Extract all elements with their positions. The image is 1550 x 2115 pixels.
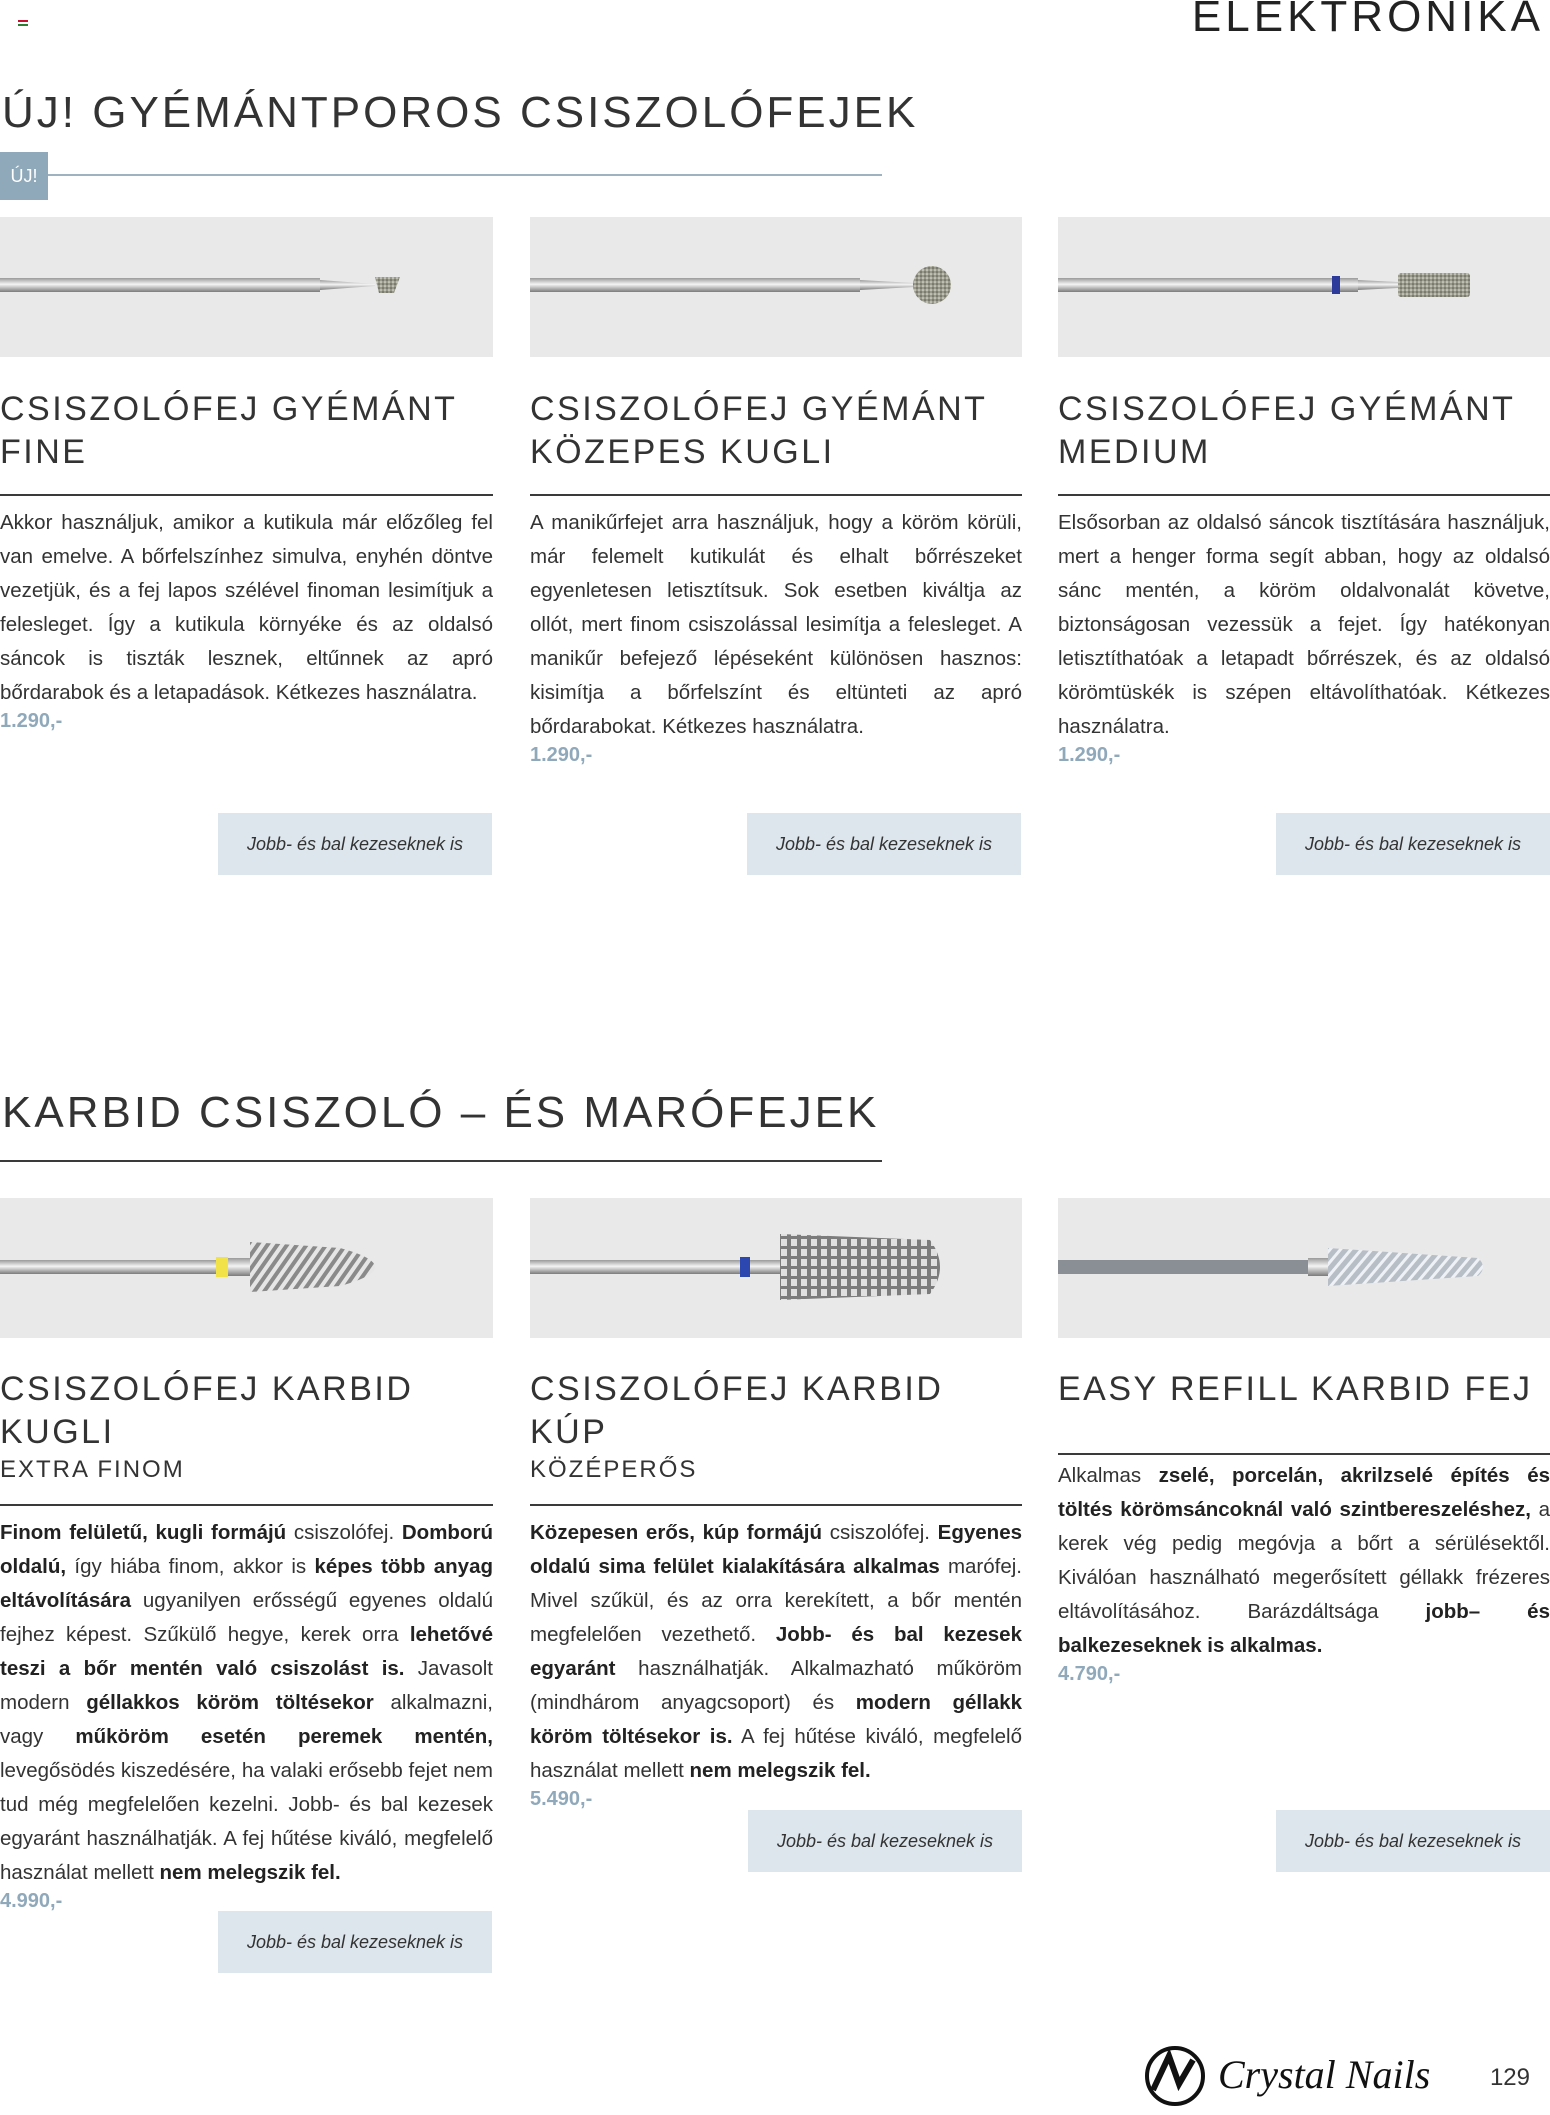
product-description: Finom felületű, kugli formájú csiszolófej. Domború oldalú, így hiába finom, akkor is képes több anyag eltávolítására ugyanilyen erősségű egyenes oldalú fejhez képest. Szűkülő hegye, kerek orra lehetővé teszi a bőr mentén való csiszolást is. Javasolt modern géllakkos köröm töltésekor alkalmazni, vagy műköröm esetén peremek mentén, levegősödés kiszedésére, ha valaki erősebb fejet nem tud még megfelelően kezelni. Jobb- és bal kezesek egyaránt használhatják. A fej hűtése kiváló, megfelelő használat mellett nem melegszik fel. xyxy=(0,1521,493,1884)
product-description: A manikűrfejet arra használjuk, hogy a köröm körüli, már felemelt kutikulát és elhalt bőrrészeket egyenletesen letisztítsuk. Sok esetben kiváltja az ollót, mert finom csiszolással lesimítja a felesleget. A manikűr befejező lépéseként különösen hasznos: kisimítja a bőrfelszínt és eltünteti az apró bőrdarabokat. Kétkezes használatra. xyxy=(530,511,1022,738)
section-title-carbide: KARBID CSISZOLÓ – ÉS MARÓFEJEK xyxy=(2,1088,880,1137)
section-divider xyxy=(0,1160,882,1162)
product-image-fine xyxy=(0,217,493,357)
product-card xyxy=(0,388,493,733)
product-image-medium xyxy=(1058,217,1550,357)
product-description: Elsősorban az oldalsó sáncok tisztítására használjuk, mert a henger forma segít abban, hogy az oldalsó sánc mentén, a köröm oldalvonalát követve, biztonságosan vezessük a fejet. Így hatékonyan letisztíthatóak a letapadt bőrrészek, és az oldalsó körömtüskék is szépen eltávolíthatóak. Kétkezes használatra. xyxy=(1058,511,1550,738)
new-badge: ÚJ! xyxy=(0,152,48,200)
product-price: 4.790,- xyxy=(1058,1663,1121,1685)
product-card xyxy=(530,388,1022,767)
product-title: CSISZOLÓFEJ KARBID KÚP xyxy=(530,1370,944,1451)
product-image-easy-refill xyxy=(1058,1198,1550,1338)
product-description: Alkalmas zselé, porcelán, akrilzselé építés és töltés körömsáncoknál való szintbereszeléshez, a kerek vég pedig megóvja a bőrt a sérülésektől. Kiválóan használható megerősített géllakk frézeres eltávolításához. Barázdáltsága jobb– és balkezeseknek is alkalmas. xyxy=(1058,1464,1550,1657)
hand-label: Jobb- és bal kezeseknek is xyxy=(218,813,492,875)
product-price: 5.490,- xyxy=(530,1788,593,1810)
product-separator xyxy=(530,1504,1022,1506)
product-price: 1.290,- xyxy=(0,710,63,732)
product-title: CSISZOLÓFEJ GYÉMÁNT MEDIUM xyxy=(1058,390,1516,471)
product-title: CSISZOLÓFEJ GYÉMÁNT FINE xyxy=(0,390,458,471)
product-subtitle: EXTRA FINOM xyxy=(0,1456,185,1483)
flag-icon xyxy=(18,20,28,26)
product-image-karbid-kup xyxy=(530,1198,1022,1338)
hand-label: Jobb- és bal kezeseknek is xyxy=(218,1911,492,1973)
product-description: Akkor használjuk, amikor a kutikula már előzőleg fel van emelve. A bőrfelszínhez simulva, enyhén döntve vezetjük, és a fej lapos szélével finoman lesimítjuk a felesleget. Így a kutikula környéke és az oldalsó sáncok is tiszták lesznek, eltűnnek az apró bőrdarabok és a letapadások. Kétkezes használatra. xyxy=(0,511,493,704)
hand-label: Jobb- és bal kezeseknek is xyxy=(748,1810,1022,1872)
product-card xyxy=(1058,1368,1550,1686)
product-separator xyxy=(0,1504,493,1506)
product-price: 1.290,- xyxy=(530,744,593,766)
product-title: CSISZOLÓFEJ GYÉMÁNT KÖZEPES KUGLI xyxy=(530,390,988,471)
section-divider xyxy=(48,174,882,176)
product-image-karbid-kugli xyxy=(0,1198,493,1338)
product-subtitle: KÖZÉPERŐS xyxy=(530,1456,698,1483)
hand-label: Jobb- és bal kezeseknek is xyxy=(1276,1810,1550,1872)
product-price: 1.290,- xyxy=(1058,744,1121,766)
section-label: ELEKTRONIKA xyxy=(1191,0,1544,41)
product-title: EASY REFILL KARBID FEJ xyxy=(1058,1370,1533,1408)
product-image-kugli xyxy=(530,217,1022,357)
product-card xyxy=(530,1368,1022,1811)
product-separator xyxy=(530,494,1022,496)
product-separator xyxy=(1058,1453,1550,1455)
product-separator xyxy=(0,494,493,496)
product-card xyxy=(1058,388,1550,767)
hand-label: Jobb- és bal kezeseknek is xyxy=(747,813,1021,875)
section-title-diamond: ÚJ! GYÉMÁNTPOROS CSISZOLÓFEJEK xyxy=(2,88,919,137)
product-description: Közepesen erős, kúp formájú csiszolófej. Egyenes oldalú sima felület kialakítására alkalmas marófej. Mivel szűkül, és az orra kerekített, a bőr mentén megfelelően vezethető. Jobb- és bal kezesek egyaránt használhatják. Alkalmazható műköröm (mindhárom anyagcsoport) és modern géllakk köröm töltésekor is. A fej hűtése kiváló, megfelelő használat mellett nem melegszik fel. xyxy=(530,1521,1023,1782)
product-separator xyxy=(1058,494,1550,496)
product-card xyxy=(0,1368,493,1913)
product-title: CSISZOLÓFEJ KARBID KUGLI xyxy=(0,1370,414,1451)
brand-logo xyxy=(1140,2040,1450,2110)
product-price: 4.990,- xyxy=(0,1890,63,1912)
page-number: 129 xyxy=(1489,2064,1530,2091)
brand-name: Crystal Nails xyxy=(1218,2052,1431,2097)
hand-label: Jobb- és bal kezeseknek is xyxy=(1276,813,1550,875)
